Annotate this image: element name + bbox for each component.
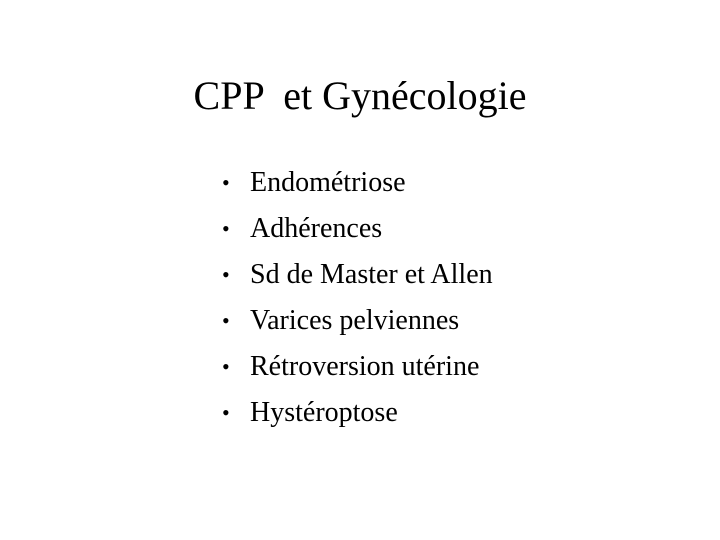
list-item-label: Hystéroptose xyxy=(250,397,398,428)
bullet-icon: • xyxy=(222,262,230,287)
list-item-label: Endométriose xyxy=(250,167,406,198)
bullet-icon: • xyxy=(222,354,230,379)
bullet-icon: • xyxy=(222,170,230,195)
bullet-icon: • xyxy=(222,308,230,333)
bullet-icon: • xyxy=(222,400,230,425)
list-item-label: Varices pelviennes xyxy=(250,305,460,336)
list-item-label: Adhérences xyxy=(250,213,383,244)
bullet-icon: • xyxy=(222,216,230,241)
list-item-label: Sd de Master et Allen xyxy=(250,259,493,290)
slide-title: CPP et Gynécologie xyxy=(193,73,527,118)
list-item-label: Rétroversion utérine xyxy=(250,351,480,382)
